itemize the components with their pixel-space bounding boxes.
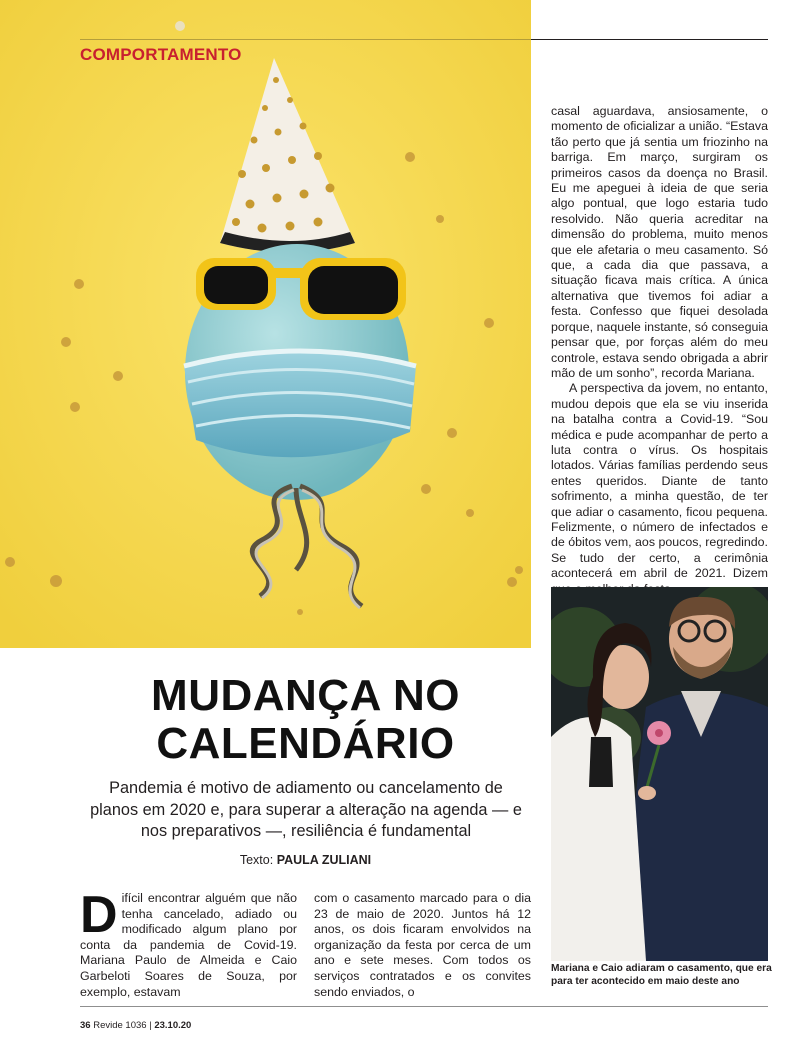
couple-photo-illustration <box>551 587 768 961</box>
party-balloon-illustration <box>0 0 531 648</box>
byline-prefix: Texto: <box>239 853 277 867</box>
body-column-1 <box>80 886 297 1000</box>
body-column-2-text: com o casamento marcado para o dia 23 de maio de 2020. Juntos há 12 anos, os dois ficaram envolvidos na organização da festa por cerca de um ano e sete meses. Com todos os serviços contratados e os convites sendo enviados, o <box>314 891 531 999</box>
footer-separator: | <box>149 1020 152 1031</box>
right-paragraph-1: casal aguardava, ansiosamente, o momento de oficializar a união. “Estava tão perto que já sentia um friozinho na barriga. Em março, surgiram os primeiros casos da doença no Brasil. Eu me apeguei à ideia de que seria algo pontual, que logo estaria tudo resolvido. Não queria acreditar na dimensão do problema, muito menos que ele afetaria o meu casamento. Só que, a cada dia que passava, a situação ficava mais crítica. A única alternativa que tivemos foi adiar a festa. Confesso que fiquei desolada porque, naquele instante, só conseguia pensar que, por forças além do meu controle, estava sendo obrigada a abrir mão de um sonho”, recorda Mariana. <box>551 104 768 380</box>
hero-image <box>0 0 531 648</box>
section-label: COMPORTAMENTO <box>80 45 242 64</box>
header-rule-left <box>80 39 531 40</box>
right-column-text <box>551 104 768 597</box>
byline <box>80 853 531 867</box>
headline-line-2: CALENDÁRIO <box>156 719 455 768</box>
issue-date: 23.10.20 <box>154 1020 192 1031</box>
couple-photo <box>551 587 768 961</box>
photo-caption: Mariana e Caio adiaram o casamento, que era para ter acontecido em maio deste ano <box>551 963 772 987</box>
magazine-issue: Revide 1036 <box>93 1020 147 1031</box>
footer-rule <box>80 1006 768 1007</box>
header-rule <box>531 39 768 40</box>
body-column-1-text: ifícil encontrar alguém que não tenha cancelado, adiado ou modificado algum plano por conta da pandemia de Covid-19. Mariana Paulo de Almeida e Caio Garbeloti Soares de Souza, por exemplo, estavam <box>80 891 297 999</box>
right-paragraph-2: A perspectiva da jovem, no entanto, mudou depois que ela se viu inserida na batalha contra a Covid-19. “Sou médica e pude acompanhar de perto a luta contra o vírus. Os hospitais lotados. Várias famílias perdendo seus entes queridos. Diante de tanto sofrimento, a minha questão, de ter que adiar o casamento, ficou pequena. Felizmente, o número de infectados e de óbitos vem, aos poucos, regredindo. Se tudo der certo, a cerimônia acontecerá em abril de 2021. Dizem <box>551 381 768 581</box>
headline-line-1: MUDANÇA NO <box>151 671 460 720</box>
headline <box>80 672 531 768</box>
face-mask-icon <box>184 351 416 457</box>
subtitle: Pandemia é motivo de adiamento ou cancelamento de planos em 2020 e, para superar a alteração na agenda — e nos preparativos —, resiliência é fundamental <box>90 779 522 840</box>
byline-author: PAULA ZULIANI <box>276 853 372 867</box>
page-number: 36 <box>80 1020 91 1031</box>
page-footer <box>80 1020 191 1031</box>
body-column-2 <box>314 891 531 1000</box>
dropcap: D <box>80 886 118 944</box>
